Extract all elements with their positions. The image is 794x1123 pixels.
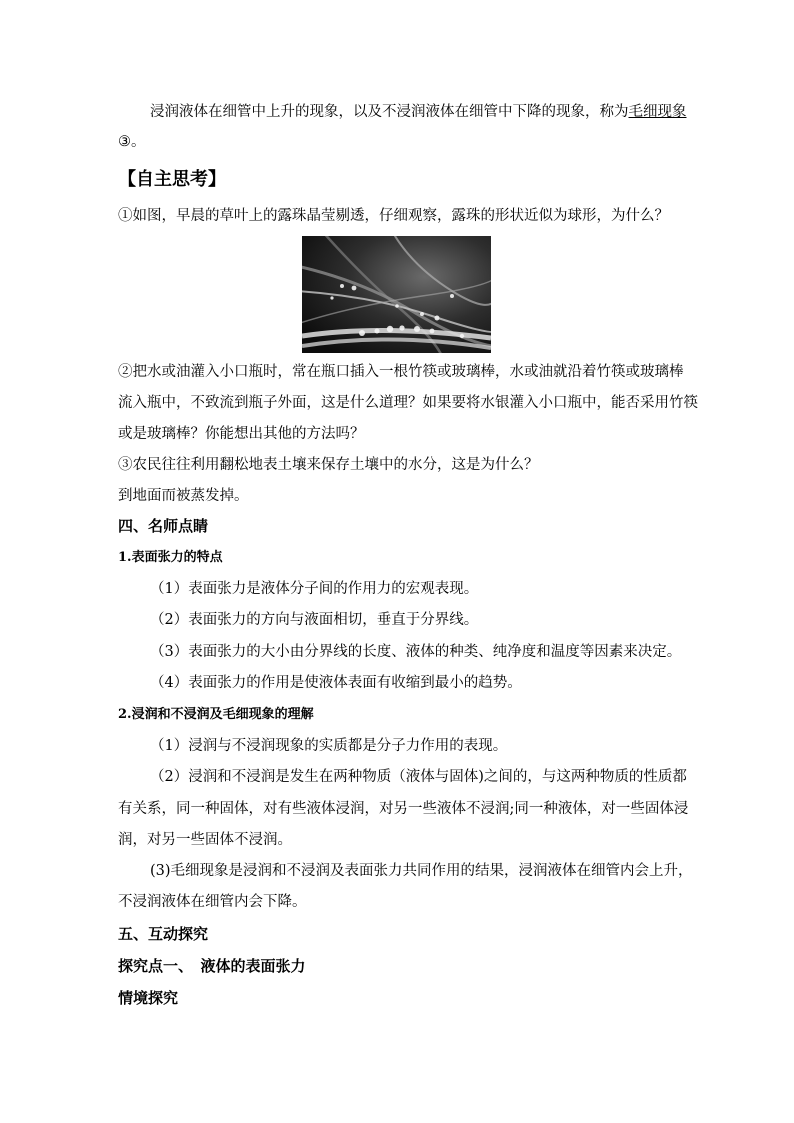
topic-1-heading: 1.表面张力的特点 <box>118 550 223 565</box>
topic-2-item-2-line2: 有关系，同一种固体，对有些液体浸润，对另一些液体不浸润;同一种液体，对一些固体浸 <box>118 801 689 817</box>
question-2-line1: ②把水或油灌入小口瓶时，常在瓶口插入一根竹筷或玻璃棒，水或油就沿着竹筷或玻璃棒 <box>118 364 684 380</box>
topic-1-item-3: （3）表面张力的大小由分界线的长度、液体的种类、纯净度和温度等因素来决定。 <box>150 644 682 660</box>
topic-2-item-2-line3: 润，对另一些固体不浸润。 <box>118 832 292 848</box>
scenario-heading: 情境探究 <box>118 989 179 1007</box>
explore-point-1-heading: 探究点一、 液体的表面张力 <box>118 957 306 975</box>
topic-2-heading: 2.浸润和不浸润及毛细现象的理解 <box>118 707 314 722</box>
section-5-heading: 五、互动探究 <box>118 925 209 943</box>
topic-1-item-1: （1）表面张力是液体分子间的作用力的宏观表现。 <box>150 581 479 597</box>
topic-1-item-2: （2）表面张力的方向与液面相切，垂直于分界线。 <box>150 612 479 628</box>
para1-line1 <box>150 102 687 122</box>
question-2-line2: 流入瓶中，不致流到瓶子外面，这是什么道理？如果要将水银灌入小口瓶中，能否采用竹筷 <box>118 395 698 411</box>
para1-text: 浸润液体在细管中上升的现象，以及不浸润液体在细管中下降的现象，称为 <box>150 104 629 120</box>
self-think-heading: 【自主思考】 <box>118 169 226 190</box>
topic-1-item-4: （4）表面张力的作用是使液体表面有收缩到最小的趋势。 <box>150 675 522 691</box>
question-3-continued: 到地面而被蒸发掉。 <box>118 488 249 504</box>
question-3: ③农民往往利用翻松地表土壤来保存土壤中的水分，这是为什么？ <box>118 457 539 473</box>
question-2-line3: 或是玻璃棒？你能想出其他的方法吗？ <box>118 426 365 442</box>
topic-2-item-3-line1: (3)毛细现象是浸润和不浸润及表面张力共同作用的结果，浸润液体在细管内会上升， <box>150 863 693 879</box>
topic-2-item-1: （1）浸润与不浸润现象的实质都是分子力作用的表现。 <box>150 738 508 754</box>
para1-line2: ③。 <box>118 134 146 150</box>
topic-2-item-2-line1: （2）浸润和不浸润是发生在两种物质（液体与固体)之间的，与这两种物质的性质都 <box>150 769 687 785</box>
topic-2-item-3-line2: 不浸润液体在细管内会下降。 <box>118 894 307 910</box>
section-4-heading: 四、名师点睛 <box>118 517 209 535</box>
capillary-term: 毛细现象 <box>628 104 687 120</box>
question-1: ①如图，早晨的草叶上的露珠晶莹剔透，仔细观察，露珠的形状近似为球形，为什么？ <box>118 208 669 224</box>
dewdrops-photo <box>302 236 491 353</box>
